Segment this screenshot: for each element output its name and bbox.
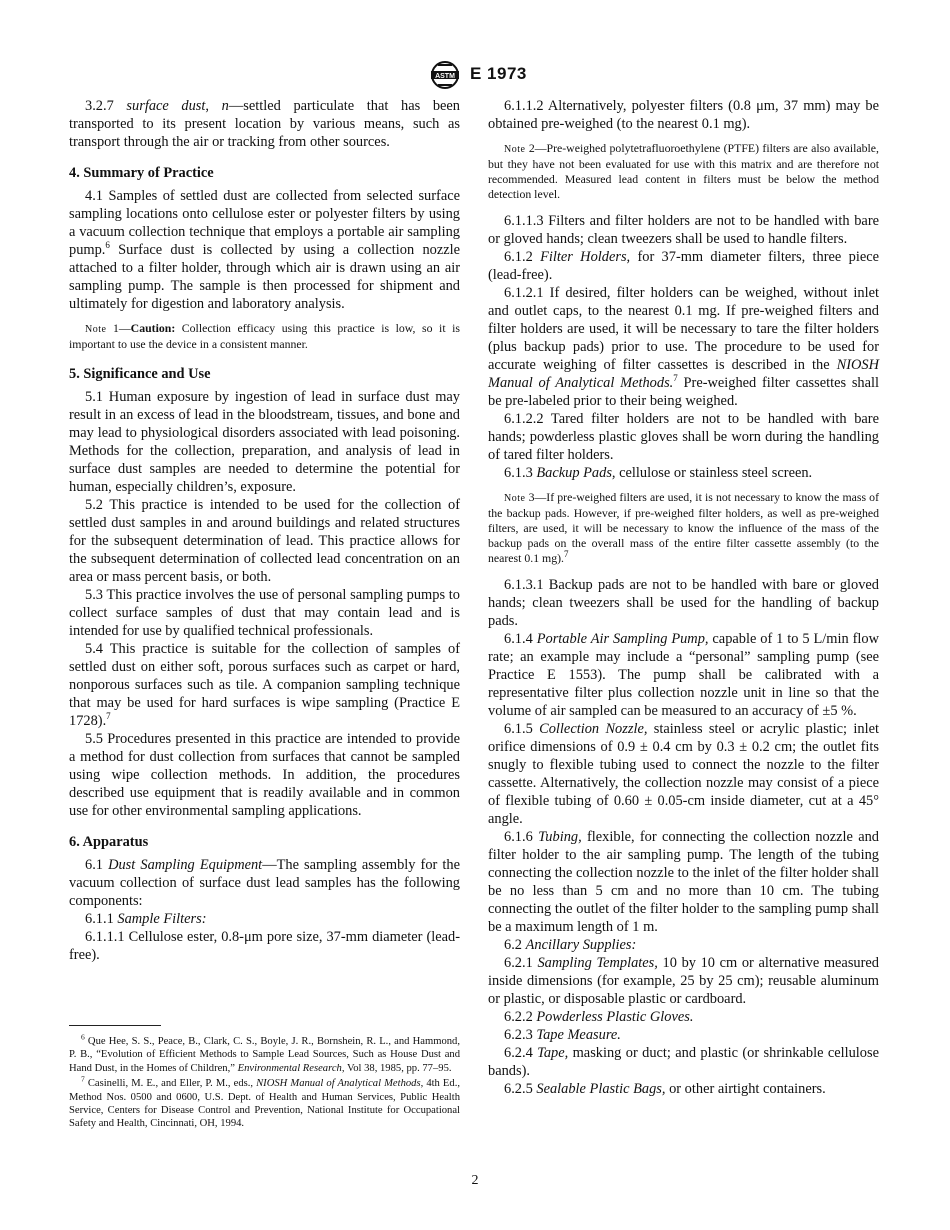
footnotes bbox=[69, 1025, 460, 1133]
section-6-1-3-1: 6.1.3.1 Backup pads are not to be handled with bare or gloved hands; clean tweezers shall be used for the handling of backup pads. bbox=[488, 577, 879, 629]
section-6-1-2: 6.1.2 Filter Holders, for 37-mm diameter filters, three piece (lead-free). bbox=[488, 249, 879, 283]
section-6-2-2: 6.2.2 Powderless Plastic Gloves. bbox=[504, 1009, 694, 1025]
section-6-2: 6.2 Ancillary Supplies: bbox=[504, 937, 637, 953]
section-6-1: 6.1 Dust Sampling Equipment—The sampling assembly for the vacuum collection of surface dust lead samples has the following components: bbox=[69, 857, 460, 909]
section-6-2-1: 6.2.1 Sampling Templates, 10 by 10 cm or alternative measured inside dimensions (for example, 25 by 25 cm); reusable aluminum or plastic, or disposable plastic or cardboard. bbox=[488, 955, 879, 1007]
section-6-1-2-2: 6.1.2.2 Tared filter holders are not to be handled with bare hands; powderless plastic gloves shall be worn during the handling of tared filter holders. bbox=[488, 411, 879, 463]
section-6-1-1-2: 6.1.1.2 Alternatively, polyester filters (0.8 μm, 37 mm) may be obtained pre-weighed (to the nearest 0.1 mg). bbox=[488, 98, 879, 132]
section-6-1-3: 6.1.3 Backup Pads, cellulose or stainless steel screen. bbox=[504, 465, 813, 481]
section-6-1-1-1: 6.1.1.1 Cellulose ester, 0.8-μm pore size, 37-mm diameter (lead-free). bbox=[69, 929, 460, 963]
section-6-2-4: 6.2.4 Tape, masking or duct; and plastic (or shrinkable cellulose bands). bbox=[488, 1045, 879, 1079]
footnote-divider bbox=[69, 1025, 161, 1026]
svg-text:ASTM: ASTM bbox=[435, 73, 455, 80]
footnote-ref[interactable]: 7 bbox=[106, 711, 111, 722]
section-6-1-2-1: 6.1.2.1 If desired, filter holders can be weighed, without inlet and outlet caps, to the nearest 0.1 mg. If pre-weighed filters and filter holders are used, it will be necessary to tare the filter holders (plus backup pads) prior to use. The procedure to be used for accurate weighing of filter cassettes is described in the NIOSH Manual of Analytical Methods.$^7$ Pre-weighed filter cassettes shall be pre-labeled prior to their being weighed. bbox=[488, 285, 879, 409]
footnote-ref[interactable]: 7 bbox=[673, 373, 678, 384]
section-6-2-5: 6.2.5 Sealable Plastic Bags, or other airtight containers. bbox=[504, 1081, 826, 1097]
section-6-1-1-3: 6.1.1.3 Filters and filter holders are not to be handled with bare or gloved hands; clean tweezers shall be used to handle filters. bbox=[488, 213, 879, 247]
section-6-1-4: 6.1.4 Portable Air Sampling Pump, capable of 1 to 5 L/min flow rate; an example may include a “personal” sampling pump (see Practice E 1553). The pump shall be calibrated with a representative filter plus collection nozzle unit in line so that the volume of air sampled can be measured to an accuracy of ±5 %. bbox=[488, 631, 879, 719]
page-header bbox=[0, 60, 950, 92]
section-4-1: 4.1 Samples of settled dust are collected from selected surface sampling locations onto cellulose ester or polyester filters by using a vacuum collection technique that employs a portable air sampling pump.$^6$ Surface dust is collected by using a collection nozzle attached to a filter holder, through which air is drawn using an air sampling pump. The sample is then processed for shipment and ultimately for digestion and laboratory analysis. bbox=[69, 188, 460, 312]
note-1: Note 1—Caution: Collection efficacy using this practice is low, so it is important to use the device in a consistent manner. bbox=[69, 321, 460, 351]
footnote-ref[interactable]: 6 bbox=[105, 240, 110, 251]
footnote-ref[interactable]: 7 bbox=[564, 549, 569, 560]
section-6-2-3: 6.2.3 Tape Measure. bbox=[504, 1027, 621, 1043]
heading-significance-and-use: 5. Significance and Use bbox=[69, 366, 211, 382]
heading-apparatus: 6. Apparatus bbox=[69, 834, 149, 850]
section-6-1-1: 6.1.1 Sample Filters: bbox=[85, 911, 207, 927]
page-number: 2 bbox=[471, 1173, 479, 1188]
section-5-5: 5.5 Procedures presented in this practice are intended to provide a method for dust collection from surfaces that cannot be sampled using wipe collection methods. In addition, the procedures described use equipment that is readily available and in common use for other environmental sampling applications. bbox=[69, 731, 460, 819]
section-5-4: 5.4 This practice is suitable for the collection of samples of settled dust on either soft, porous surfaces such as carpet or hard, nonporous surfaces such as tile. A companion sampling technique that may be used for hard surfaces is wipe sampling (Practice E 1728).$^7$ bbox=[69, 641, 460, 729]
footnote-6: $^6$ Que Hee, S. S., Peace, B., Clark, C. S., Boyle, J. R., Bornshein, R. L., and Hammond, P. B., “Evolution of Efficient Methods to Sample Lead Sources, Such as House Dust and Hand Dust, in the Homes of Children,” Environmental Research, Vol 38, 1985, pp. 77–95. bbox=[69, 1032, 460, 1074]
section-5-3: 5.3 This practice involves the use of personal sampling pumps to collect surface samples of dust that may contain lead and is intended for use by qualified technical professionals. bbox=[69, 587, 460, 639]
section-6-1-5: 6.1.5 Collection Nozzle, stainless steel or acrylic plastic; inlet orifice dimensions of 0.9 ± 0.4 cm by 0.3 ± 0.2 cm; the outlet fits snugly to flexible tubing used to connect the nozzle to the filter cassette. Alternatively, the collection nozzle may consist of a piece of flexible tubing of 0.60 ± 0.05-cm inside diameter, cut at a 45° angle. bbox=[488, 721, 879, 827]
note-3: Note 3—If pre-weighed filters are used, it is not necessary to know the mass of the backup pads. However, if pre-weighed filter holders, as well as pre-weighed filters, are used, it will be necessary to know the influence of the mass of the backup pads on the overall mass of the entire filter cassette assembly (to the nearest 0.1 mg).$^7$ bbox=[488, 490, 879, 565]
note-2: Note 2—Pre-weighed polytetrafluoroethylene (PTFE) filters are also available, but they have not been evaluated for use with this matrix and are therefore not recommended. Measured lead content in filters must be below the method detection level. bbox=[488, 141, 879, 201]
astm-logo-icon bbox=[428, 60, 462, 90]
heading-summary-of-practice: 4. Summary of Practice bbox=[69, 165, 214, 181]
right-column bbox=[488, 97, 879, 1098]
section-5-1: 5.1 Human exposure by ingestion of lead in surface dust may result in an excess of lead in the bloodstream, tissues, and bone and may lead to physiological disorders associated with lead poisoning. Methods for the collection, preparation, and analysis of lead in surface dust samples are needed to determine the potential for human, especially children’s, exposure. bbox=[69, 389, 460, 495]
section-6-1-6: 6.1.6 Tubing, flexible, for connecting the collection nozzle and filter holder to the air sampling pump. The length of the tubing connecting the collection nozzle to the inlet of the filter holder shall be no less than 5 cm and no more than 10 cm. The tubing connecting the outlet of the filter holder to the sampling pump shall be a maximum length of 1 m. bbox=[488, 829, 879, 935]
section-3-2-7: 3.2.7 surface dust, n—settled particulate that has been transported to its present location by various means, such as transport through the air or tracking from other sources. bbox=[69, 98, 460, 150]
left-column bbox=[69, 97, 460, 964]
section-5-2: 5.2 This practice is intended to be used for the collection of settled dust samples in and around buildings and related structures for the subsequent determination of lead. This practice allows for the subsequent determination of collected lead concentration on an area or mass percent basis, or both. bbox=[69, 497, 460, 585]
footnote-7: $^7$ Casinelli, M. E., and Eller, P. M., eds., NIOSH Manual of Analytical Methods, 4th Ed., Method Nos. 0500 and 0600, U.S. Dept. of Health and Human Services, Public Health Service, Centers for Disease Control and Prevention, National Institute for Occupational Safety and Health, Cincinnati, OH, 1994. bbox=[69, 1074, 460, 1130]
standard-designation: E 1973 bbox=[470, 64, 527, 83]
